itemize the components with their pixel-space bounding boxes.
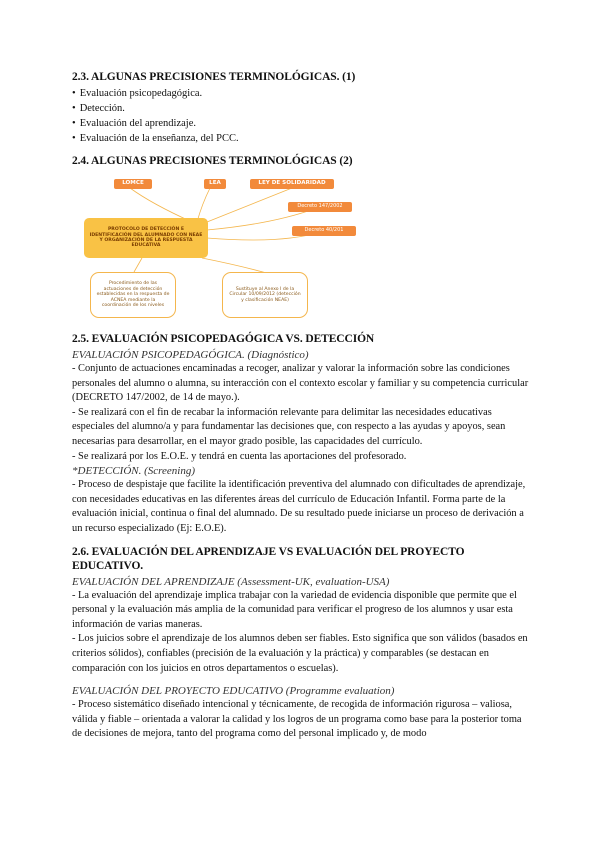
paragraph: - Se realizará con el fin de recabar la información relevante para delimitar las necesidades educativas especiales del alumno/a y para fundamentar las decisiones que, con respecto a las ayudas y apoyos, sean necesarias para desarrollar, en el mayor grado posible, las capacidades del currículo. <box>72 406 506 447</box>
section-2-4 <box>72 154 532 324</box>
section-2-6 <box>72 545 532 742</box>
subheading: EVALUACIÓN DEL APRENDIZAJE (Assessment-UK, evaluation-USA) <box>72 575 390 588</box>
paragraph: - Proceso de despistaje que facilite la identificación preventiva del alumnado con dificultades de aprendizaje, con necesidades educativas en las diferentes áreas del currículo de Educación Infantil. Forma parte de la evaluación inicial, continua o final del alumnado. De su resultado puede iniciarse un proceso de derivación a un recurso especializado (Ej: E.O.E). <box>72 479 526 534</box>
subheading: *DETECCIÓN. (Screening) <box>72 465 196 478</box>
section-title: 2.4. ALGUNAS PRECISIONES TERMINOLÓGICAS (2) <box>72 155 353 167</box>
list-item: • Evaluación del aprendizaje. <box>72 116 532 131</box>
list-item: • Evaluación de la enseñanza, del PCC. <box>72 131 532 146</box>
section-title: 2.3. ALGUNAS PRECISIONES TERMINOLÓGICAS. (1) <box>72 71 356 83</box>
legal-framework-diagram <box>82 174 382 324</box>
decreto-40-tag: Decreto 40/201 <box>292 226 356 236</box>
subheading: EVALUACIÓN PSICOPEDAGÓGICA. (Diagnóstico) <box>72 349 309 361</box>
annex-note-box: Sustituye al Anexo I de la Circular 10/09/2012 (detección y clasificación NEAE) <box>222 272 308 318</box>
spacer <box>72 676 532 684</box>
bullet-list <box>72 86 532 146</box>
list-item: • Evaluación psicopedagógica. <box>72 86 532 101</box>
ley-solidaridad-tag: LEY DE SOLIDARIDAD <box>250 179 334 189</box>
section-2-5 <box>72 332 532 537</box>
section-title: 2.6. EVALUACIÓN DEL APRENDIZAJE VS EVALUACIÓN DEL PROYECTO EDUCATIVO. <box>72 545 465 572</box>
subheading: EVALUACIÓN DEL PROYECTO EDUCATIVO (Programme evaluation) <box>72 685 395 698</box>
section-title: 2.5. EVALUACIÓN PSICOPEDAGÓGICA VS. DETECCIÓN <box>72 333 375 345</box>
paragraph: - Se realizará por los E.O.E. y tendrá en cuenta las aportaciones del profesorado. <box>72 450 407 462</box>
lomce-tag: LOMCE <box>114 179 152 189</box>
protocol-main-box: PROTOCOLO DE DETECCIÓN E IDENTIFICACIÓN DEL ALUMNADO CON NEAE Y ORGANIZACIÓN DE LA RESPUESTA EDUCATIVA <box>84 218 208 258</box>
paragraph: - Conjunto de actuaciones encaminadas a recoger, analizar y valorar la información sobre las condiciones personales del alumno o alumna, su interacción con el contexto escolar y familiar y su competencia curricular (DECRETO 147/2002, de 14 de mayo.). <box>72 363 529 404</box>
paragraph: - Proceso sistemático diseñado intencional y técnicamente, de recogida de información rigurosa – valiosa, válida y fiable – orientada a valorar la calidad y los logros de un programa como base para la posterior toma de decisiones de mejora, tanto del programa como del personal implicado y, de modo <box>72 699 522 740</box>
list-item: • Detección. <box>72 101 532 116</box>
lea-tag: LEA <box>204 179 226 189</box>
section-2-3 <box>72 70 532 146</box>
document-page <box>72 70 532 750</box>
paragraph: - La evaluación del aprendizaje implica trabajar con la variedad de evidencia disponible que permite que el personal y la evaluación más amplia de la comunidad para verificar el progreso de los alumnos y usar esta información de varias maneras. <box>72 589 517 630</box>
procedure-note-box: Procedimiento de las actuaciones de detección establecidas en la respuesta de ACNEA mediante la coordinación de los niveles <box>90 272 176 318</box>
paragraph: - Los juicios sobre el aprendizaje de los alumnos deben ser fiables. Esto significa que son válidos (basados en criterios sólidos), confiables (precisión de la evaluación y la práctica) y comparables (se destacan en comparación con los juicios en otros departamentos o escuelas). <box>72 633 528 674</box>
decreto-147-tag: Decreto 147/2002 <box>288 202 352 212</box>
